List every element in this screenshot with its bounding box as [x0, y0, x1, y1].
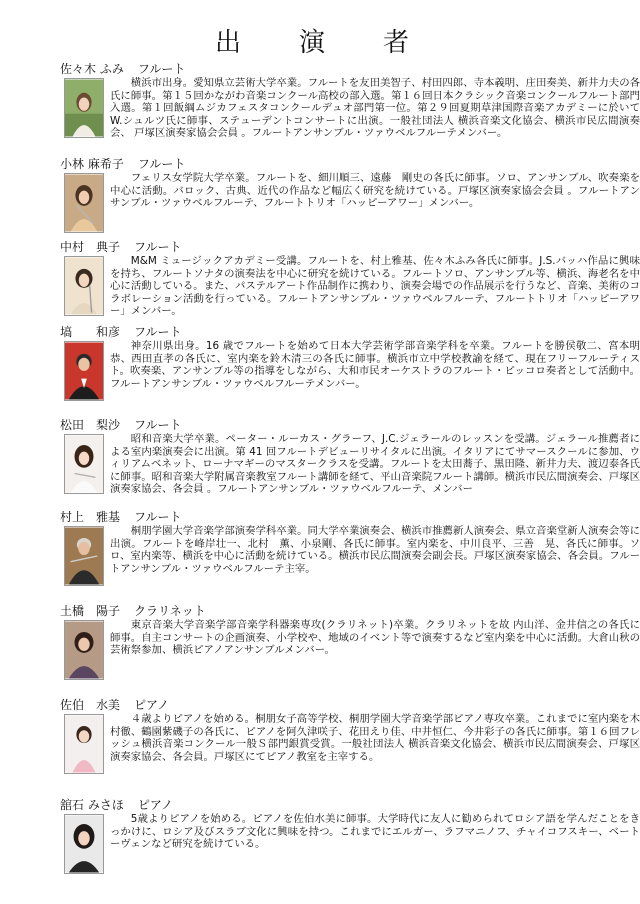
performer-entry — [60, 157, 640, 210]
performer-instrument: フルート — [137, 157, 186, 171]
performer-bio: 東京音楽大学音楽学部音楽学科器楽専攻(クラリネット)卒業。クラリネットを故 内山洋、金井信之の各氏に師事。自主コンサートの企画演奏、小学校や、地域のイベント等で演奏するなど室内楽を中心に活動。大倉山秋の芸術祭参加、横浜ピアノアンサンブルメンバー。 — [110, 619, 640, 657]
performer-instrument: フルート — [134, 240, 182, 254]
performer-name: 佐伯 水美 — [60, 698, 121, 712]
performer-bio: 横浜市出身。愛知県立芸術大学卒業。フルートを友田美智子、村田四郎、寺本義明、庄田奏美、新井力夫の各氏に師事。第１５回かながわ音楽コンクール高校の部入選。第１６回日本クラシック音楽コンクールフルート部門入選。第１回飯綱ムジカフェスタコンクールデュオ部門第一位。第２９回夏期草津国際音楽アカデミーに於いてW.シュルツ氏に師事、ステューデントコンサートに出演。一般社団法人 横浜音楽文化協会、横浜市民広間演奏会、 戸塚区演奏家協会会員 。フルートアンサンブル・ツァウベルフルーテメンバー。 — [110, 77, 640, 140]
performer-header — [60, 604, 590, 619]
performer-entry — [60, 325, 640, 390]
performer-entry — [60, 604, 640, 657]
performer-entry — [60, 698, 640, 763]
performer-photo — [64, 434, 104, 494]
performer-header — [60, 418, 590, 433]
performer-name: 中村 典子 — [60, 240, 121, 254]
performer-entry — [60, 62, 640, 140]
performer-entry — [60, 798, 640, 851]
performer-photo — [64, 526, 104, 586]
performer-header — [60, 62, 590, 77]
performer-instrument: クラリネット — [134, 604, 206, 618]
performer-name: 村上 雅基 — [60, 510, 121, 524]
performer-name: 佐々木 ふみ — [60, 62, 124, 76]
performer-bio: M&M ミュージックアカデミー受講。フルートを、村上雅基、佐々木ふみ各氏に師事。J.S.バッハ作品に興味を持ち、フルートソナタの演奏法を中心に研究を続けている。フルートソロ、アンサンブル等、横浜、海老名を中心に活動している。また、パステルアート作品制作に携わり、演奏会場での作品展示を行うなど、音楽、美術のコラボレーション活動を行っている。フルートアンサンブル・ツァウベルフルーテ、フルートトリオ「ハッピーアワー」メンバー。 — [110, 255, 640, 318]
performer-photo — [64, 341, 104, 401]
performer-name: 舘石 みさほ — [60, 798, 124, 812]
performer-instrument: ピアノ — [137, 798, 173, 812]
performer-header — [60, 698, 590, 713]
performer-name: 松田 梨沙 — [60, 418, 121, 432]
performer-instrument: フルート — [134, 418, 182, 432]
performer-header — [60, 325, 590, 340]
performer-photo — [64, 256, 104, 316]
performer-entry — [60, 418, 640, 496]
performer-photo — [64, 78, 104, 138]
page-title: 出 演 者 — [214, 28, 425, 58]
performer-bio: フェリス女学院大学卒業。フルートを、細川順三、遠藤 剛史の各氏に師事。ソロ、アンサンブル、吹奏楽を中心に活動。バロック、古典、近代の作品など幅広く研究を続けている。戸塚区演奏家協会会員 。フルートアンサンブル・ツァウベルフルーテ、フルートトリオ「ハッピーアワー」メンバー。 — [110, 172, 640, 210]
performer-entry — [60, 510, 640, 575]
performer-instrument: フルート — [134, 325, 182, 339]
performer-header — [60, 798, 590, 813]
performer-name: 土橋 陽子 — [60, 604, 121, 618]
performer-header — [60, 157, 590, 172]
performer-name: 小林 麻希子 — [60, 157, 124, 171]
performer-instrument: フルート — [137, 62, 186, 76]
performer-photo — [64, 714, 104, 774]
performer-entry — [60, 240, 640, 318]
performer-instrument: フルート — [134, 510, 182, 524]
performer-bio: 昭和音楽大学卒業。ペーター・ルーカス・グラーフ、J.C.ジェラールのレッスンを受講。ジェラール推薦者による室内楽演奏会に出演。第 41 回フルートデビューリサイタルに出演。イタリアにてサマースクールに参加、ウィリアムベネット、ローナマギーのマスタークラスを受講。フルートを太田蕎子、黒田隆、新井力夫、渡辺泰各氏に師事。昭和音楽大学附属音楽教室フルート講師を経て、平山音楽院フルート講師。横浜市民広間演奏会、戸塚区演奏家協会、各会員 。フルートアンサンブル・ツァウベルフルーテ、メンバー — [110, 433, 640, 496]
performer-bio: ４歳よりピアノを始める。桐朋女子高等学校、桐朋学園大学音楽学部ピアノ専攻卒業。これまでに室内楽を木村徹、鶴園紫磯子の各氏に、ピアノを阿久津咲子、花田えり佳、中井恒仁、今井彩子の各氏に師事。第１６回フレッシュ横浜音楽コンクール一般Ｓ部門銀賞受賞。一般社団法人 横浜音楽文化協会、横浜市民広間演奏会、戸塚区演奏家協会、各会員。戸塚区にてピアノ教室を主宰する。 — [110, 713, 640, 763]
performer-name: 塙 和彦 — [60, 325, 121, 339]
performer-instrument: ピアノ — [134, 698, 170, 712]
performer-header — [60, 240, 590, 255]
performer-bio: 桐朋学園大学音楽学部演奏学科卒業。同大学卒業演奏会、横浜市推薦新人演奏会、県立音楽堂新人演奏会等に出演。フルートを峰岸壮一、北村 薫、小泉剛、各氏に師事。室内楽を、中川良平、三善 晃、各氏に師事。ソロ、室内楽等、横浜を中心に活動を続けている。横浜市民広間演奏会副会長。戸塚区演奏家協会、各会員。フルートアンサンブル・ツァウベルフルーテ主宰。 — [110, 525, 640, 575]
performer-photo — [64, 814, 104, 874]
performer-bio: 神奈川県出身。16 歳でフルートを始めて日本大学芸術学部音楽学科を卒業。フルートを勝侯敬二、宮本明恭、西田直孝の各氏に、室内楽を鈴木清三の各氏に師事。横浜市立中学校教諭を経て、現在フリーフルーティスト。吹奏楽、アンサンブル等の指導をしながら、大和市民オーケストラのフルート・ピッコロ奏者として活動中。フルートアンサンブル・ツァウベルフルーテメンバー。 — [110, 340, 640, 390]
performer-photo — [64, 173, 104, 233]
performer-bio: 5歳よりピアノを始める。ピアノを佐伯水美に師事。大学時代に友人に勧められてロシア語を学んだことをきっかけに、ロシア及びスラブ文化に興味を持つ。これまでにエルガー、ラフマニノフ、チャイコフスキー、ベートーヴェンなど研究を続けている。 — [110, 813, 640, 851]
performer-header — [60, 510, 590, 525]
performer-photo — [64, 620, 104, 680]
